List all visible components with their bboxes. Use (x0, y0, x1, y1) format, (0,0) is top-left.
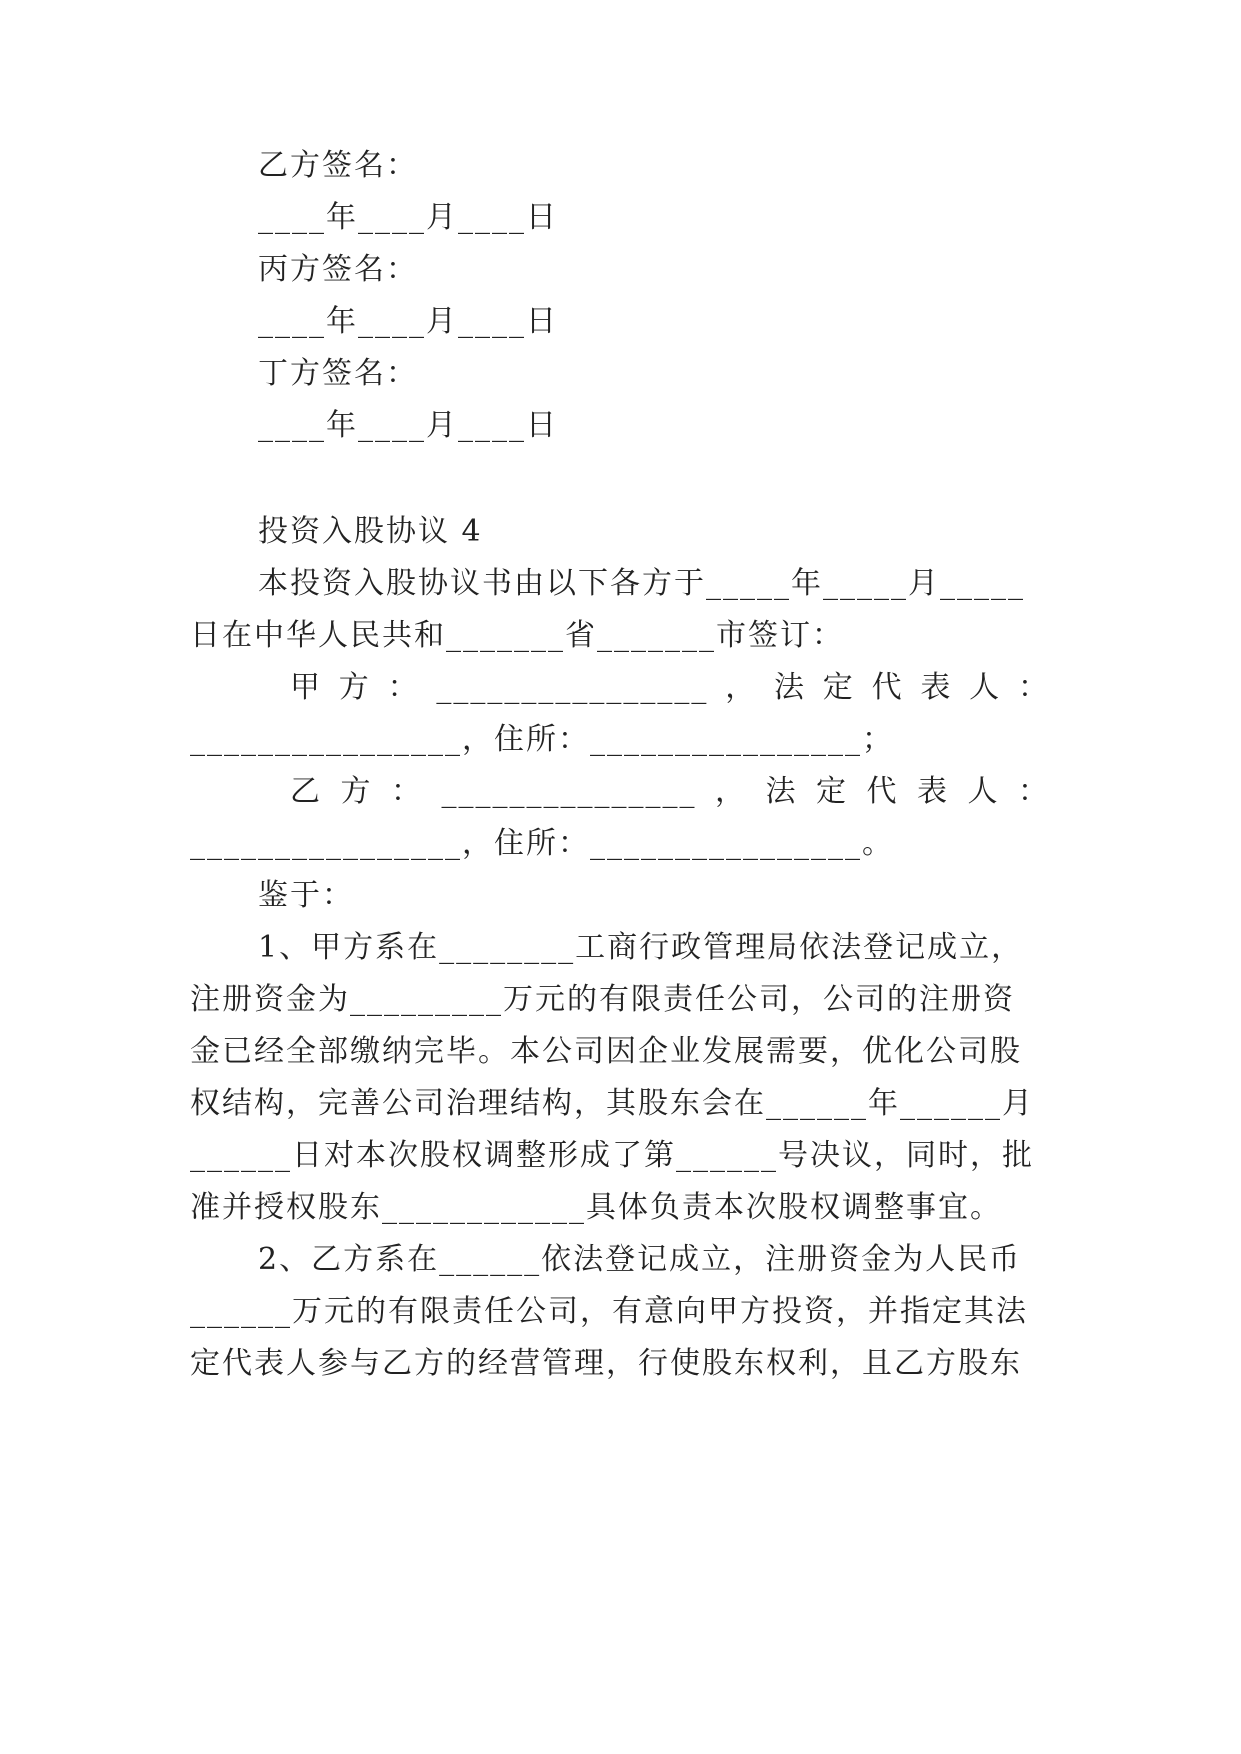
intro-line-1: 本投资入股协议书由以下各方于_____年_____月_____ (258, 566, 1025, 601)
clause1-line: 金已经全部缴纳完毕。本公司因企业发展需要，优化公司股 (190, 1034, 1022, 1069)
clause2-line: 定代表人参与乙方的经营管理，行使股东权利，且乙方股东 (190, 1346, 1022, 1381)
clause1-line: 准并授权股东____________具体负责本次股权调整事宜。 (190, 1190, 1002, 1225)
signature-date-c: ____年____月____日 (258, 304, 558, 339)
party-a-token: ： (1017, 670, 1050, 705)
party-b-token: ： (1018, 774, 1050, 809)
intro-line-2: 日在中华人民共和_______省_______市签订： (190, 618, 844, 653)
clause2-line: 2、乙方系在______依法登记成立，注册资金为人民币 (258, 1242, 1022, 1277)
party-a-line-1 (290, 668, 1050, 708)
party-a-token: 定 (822, 670, 855, 705)
party-b-token: ： (391, 774, 423, 809)
party-b-token: 乙 (290, 774, 322, 809)
party-b-token: 方 (340, 774, 373, 809)
party-b-token: 人 (967, 774, 1000, 809)
party-b-token: ， (715, 774, 747, 809)
party-b-blank: _______________ (441, 774, 697, 809)
party-b-line-2: ________________，住所：________________。 (190, 826, 894, 861)
clause2-line: ______万元的有限责任公司，有意向甲方投资，并指定其法 (190, 1294, 1028, 1329)
signature-date-b: ____年____月____日 (258, 200, 558, 235)
signature-label-c: 丙方签名： (258, 252, 418, 287)
party-a-token: ， (725, 670, 758, 705)
clause1-line: ______日对本次股权调整形成了第______号决议，同时，批 (190, 1138, 1034, 1173)
party-a-token: 法 (773, 670, 806, 705)
party-a-token: 表 (920, 670, 953, 705)
signature-date-d: ____年____月____日 (258, 408, 558, 443)
signature-label-d: 丁方签名： (258, 356, 418, 391)
party-a-line-2: ________________，住所：________________； (190, 722, 894, 757)
clause1-line: 权结构，完善公司治理结构，其股东会在______年______月 (190, 1086, 1034, 1121)
party-b-token: 法 (765, 774, 798, 809)
party-a-token: 甲 (290, 670, 322, 705)
clause1-line: 注册资金为_________万元的有限责任公司，公司的注册资 (190, 982, 1015, 1017)
agreement-title: 投资入股协议 4 (258, 514, 483, 549)
party-a-blank: ________________ (436, 670, 709, 705)
whereas-heading: 鉴于： (258, 878, 354, 913)
clause1-line: 1、甲方系在________工商行政管理局依法登记成立， (258, 930, 1024, 965)
party-a-token: 人 (969, 670, 1002, 705)
party-b-line-1 (290, 772, 1050, 812)
party-b-token: 定 (816, 774, 848, 809)
party-a-token: ： (387, 670, 420, 705)
party-a-token: 代 (871, 670, 904, 705)
party-b-token: 代 (866, 774, 899, 809)
signature-label-b: 乙方签名： (258, 148, 418, 183)
party-b-token: 表 (917, 774, 949, 809)
party-a-token: 方 (338, 670, 371, 705)
